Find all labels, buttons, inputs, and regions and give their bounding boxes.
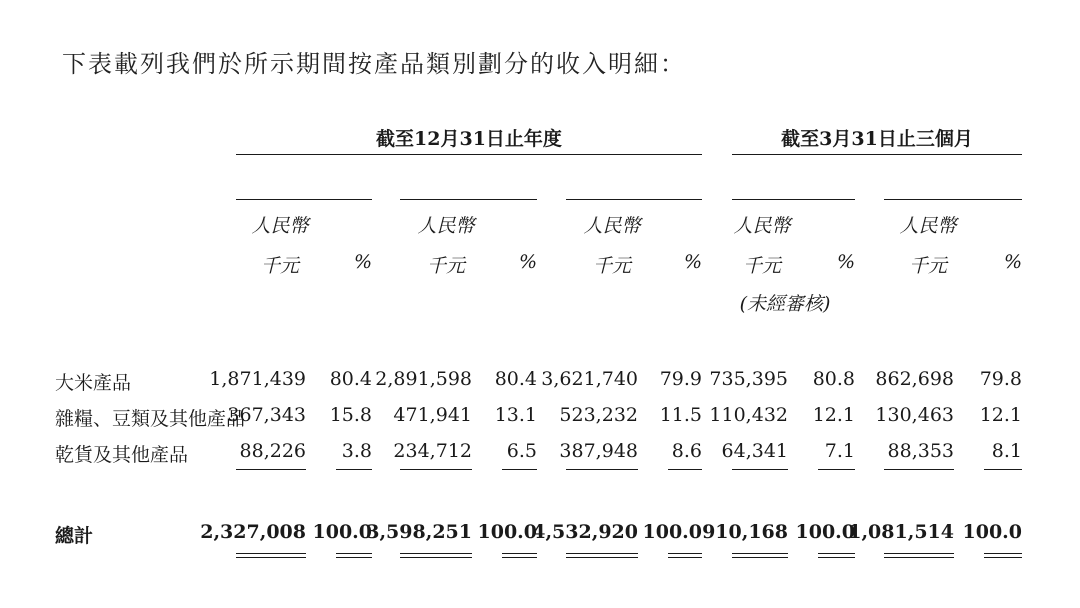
percent-cell: 79.9 xyxy=(659,368,702,390)
amount-cell: 88,353 xyxy=(887,440,954,462)
percent-cell: 8.6 xyxy=(671,440,702,462)
amount-cell: 130,463 xyxy=(875,404,954,426)
year-rule xyxy=(884,199,1022,200)
group-rule-annual xyxy=(236,154,702,155)
intro-text: 下表載列我們於所示期間按產品類別劃分的收入明細： xyxy=(62,50,686,78)
amount-cell: 523,232 xyxy=(559,404,638,426)
amount-cell: 88,226 xyxy=(239,440,306,462)
percent-cell: 79.8 xyxy=(979,368,1022,390)
total-double-rule xyxy=(566,553,638,558)
percent-cell: 80.8 xyxy=(812,368,855,390)
subtotal-rule xyxy=(732,469,788,470)
subtotal-rule xyxy=(818,469,855,470)
subtotal-rule xyxy=(984,469,1022,470)
total-label: 總計 xyxy=(55,525,94,547)
percent-cell: 6.5 xyxy=(506,440,537,462)
year-rule xyxy=(566,199,702,200)
year-rule xyxy=(732,199,855,200)
total-percent-cell: 100.0 xyxy=(312,521,372,543)
total-amount-cell: 3,598,251 xyxy=(366,521,472,543)
total-amount-cell: 2,327,008 xyxy=(200,521,306,543)
total-double-rule xyxy=(502,553,537,558)
amount-cell: 862,698 xyxy=(875,368,954,390)
group-rule-quarter xyxy=(732,154,1022,155)
amount-cell: 110,432 xyxy=(709,404,788,426)
unit-percent: % xyxy=(518,251,537,273)
amount-cell: 1,871,439 xyxy=(209,368,306,390)
unit-percent: % xyxy=(683,251,702,273)
total-amount-cell: 910,168 xyxy=(702,521,788,543)
subtotal-rule xyxy=(566,469,638,470)
year-rule xyxy=(400,199,537,200)
total-double-rule xyxy=(818,553,855,558)
amount-cell: 735,395 xyxy=(709,368,788,390)
total-percent-cell: 100.0 xyxy=(795,521,855,543)
subtotal-rule xyxy=(400,469,472,470)
row-label: 大米產品 xyxy=(55,372,132,394)
total-percent-cell: 100.0 xyxy=(642,521,702,543)
subtotal-rule xyxy=(884,469,954,470)
percent-cell: 7.1 xyxy=(824,440,855,462)
percent-cell: 15.8 xyxy=(329,404,372,426)
percent-cell: 80.4 xyxy=(494,368,537,390)
group-header-annual: 截至12月31日止年度 xyxy=(376,128,562,150)
unit-percent: % xyxy=(1003,251,1022,273)
total-double-rule xyxy=(336,553,372,558)
percent-cell: 13.1 xyxy=(494,404,537,426)
amount-cell: 234,712 xyxy=(393,440,472,462)
amount-cell: 471,941 xyxy=(393,404,472,426)
unit-thousand: 千元 xyxy=(742,255,781,277)
percent-cell: 12.1 xyxy=(979,404,1022,426)
total-percent-cell: 100.0 xyxy=(477,521,537,543)
percent-cell: 3.8 xyxy=(341,440,372,462)
total-amount-cell: 4,532,920 xyxy=(532,521,638,543)
year-rule xyxy=(236,199,372,200)
row-label: 雜糧、豆類及其他產品 xyxy=(55,408,246,430)
unit-thousand: 千元 xyxy=(908,255,947,277)
amount-cell: 2,891,598 xyxy=(375,368,472,390)
total-double-rule xyxy=(236,553,306,558)
row-label: 乾貨及其他產品 xyxy=(55,444,189,466)
unit-currency: 人民幣 xyxy=(583,215,641,237)
subtotal-rule xyxy=(502,469,537,470)
unit-thousand: 千元 xyxy=(260,255,299,277)
unit-currency: 人民幣 xyxy=(733,215,791,237)
total-amount-cell: 1,081,514 xyxy=(848,521,954,543)
percent-cell: 8.1 xyxy=(991,440,1022,462)
amount-cell: 367,343 xyxy=(227,404,306,426)
total-percent-cell: 100.0 xyxy=(962,521,1022,543)
unaudited-note: (未經審核) xyxy=(739,293,831,315)
total-double-rule xyxy=(984,553,1022,558)
subtotal-rule xyxy=(668,469,702,470)
amount-cell: 387,948 xyxy=(559,440,638,462)
total-double-rule xyxy=(668,553,702,558)
percent-cell: 12.1 xyxy=(812,404,855,426)
percent-cell: 80.4 xyxy=(329,368,372,390)
percent-cell: 11.5 xyxy=(659,404,702,426)
subtotal-rule xyxy=(336,469,372,470)
subtotal-rule xyxy=(236,469,306,470)
unit-currency: 人民幣 xyxy=(251,215,309,237)
unit-thousand: 千元 xyxy=(426,255,465,277)
unit-percent: % xyxy=(353,251,372,273)
amount-cell: 64,341 xyxy=(721,440,788,462)
group-header-quarter: 截至3月31日止三個月 xyxy=(781,128,973,150)
unit-percent: % xyxy=(836,251,855,273)
unit-currency: 人民幣 xyxy=(417,215,475,237)
amount-cell: 3,621,740 xyxy=(541,368,638,390)
total-double-rule xyxy=(884,553,954,558)
unit-currency: 人民幣 xyxy=(899,215,957,237)
unit-thousand: 千元 xyxy=(592,255,631,277)
total-double-rule xyxy=(400,553,472,558)
total-double-rule xyxy=(732,553,788,558)
